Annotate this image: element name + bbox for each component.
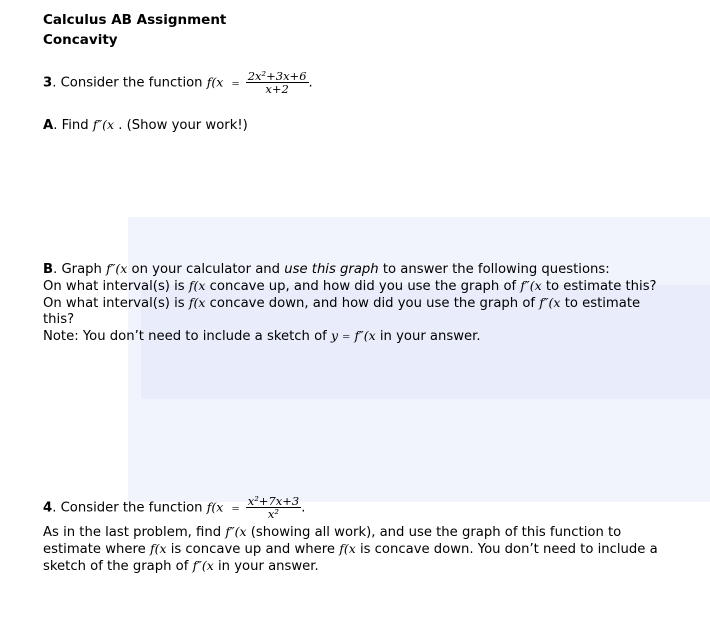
problem-3-part-a [43, 117, 248, 134]
problem-4-line-1 [43, 524, 658, 541]
text: on your calculator and [131, 262, 281, 277]
function-name: f(x [149, 541, 167, 556]
variable-y: y [330, 328, 339, 343]
problem-number: 3 [43, 75, 53, 91]
emphasis-text: use this graph [284, 262, 379, 277]
page-subtitle: Concavity [43, 31, 118, 48]
text: to estimate [564, 296, 641, 311]
fraction-denominator: x+2 [265, 82, 289, 96]
text: estimate where [43, 542, 146, 557]
second-derivative: f″(x [225, 524, 247, 539]
part-b-line-2 [43, 278, 657, 295]
text: sketch of the graph of [43, 559, 189, 574]
problem-4-statement [43, 495, 305, 520]
fraction-numerator: 2x²+3x+6 [247, 69, 307, 83]
assignment-header [43, 11, 226, 50]
second-derivative: f″(x [354, 328, 376, 343]
text: in your answer. [218, 559, 319, 574]
part-letter: B [43, 262, 54, 277]
problem-intro: . Consider the function [52, 75, 203, 91]
function-name: f(x [206, 74, 224, 90]
equals-sign: = [342, 332, 351, 343]
part-b-note [43, 328, 657, 346]
fraction-denominator: x² [267, 507, 279, 521]
text: concave up, and how did you use the graph of [209, 279, 517, 294]
text: in your answer. [379, 329, 481, 344]
problem-4-line-2 [43, 541, 658, 558]
function-fraction [246, 495, 302, 520]
function-name: f(x [188, 278, 206, 293]
problem-3-part-b [43, 261, 657, 346]
text: Note: You don’t need to include a sketch of [43, 329, 327, 344]
function-name: f(x [339, 541, 356, 556]
text: is concave up and where [170, 542, 335, 557]
part-letter: A [43, 118, 54, 133]
part-text: . Find [53, 118, 89, 133]
problem-number: 4 [43, 500, 53, 516]
second-derivative: f″(x [92, 117, 115, 132]
function-name: f(x [188, 295, 206, 310]
period: . [301, 500, 306, 516]
equals-sign: = [231, 78, 240, 90]
text: . Graph [53, 262, 102, 277]
second-derivative: f″(x [106, 261, 128, 276]
text: On what interval(s) is [43, 296, 185, 311]
text: to estimate this? [545, 279, 657, 294]
problem-intro: . Consider the function [52, 500, 203, 516]
part-b-line-3 [43, 295, 657, 312]
page-title: Calculus AB Assignment [43, 12, 227, 28]
text: (showing all work), and use the graph of this function to [250, 525, 622, 540]
second-derivative: f″(x [520, 278, 542, 293]
text: to answer the following questions: [382, 262, 610, 277]
function-fraction [246, 70, 309, 95]
text: As in the last problem, find [43, 525, 222, 540]
second-derivative: f″(x [192, 558, 214, 573]
part-b-line-4: this? [43, 312, 75, 327]
problem-4-line-3 [43, 558, 658, 575]
second-derivative: f″(x [539, 295, 561, 310]
part-b-line-1 [43, 261, 657, 278]
equals-sign: = [231, 503, 240, 515]
problem-4-instructions [43, 524, 658, 575]
text: On what interval(s) is [43, 279, 185, 294]
part-text: . (Show your work!) [118, 118, 248, 133]
problem-3-statement [43, 70, 313, 95]
function-name: f(x [206, 499, 224, 515]
period: . [308, 75, 313, 91]
text: is concave down. You don’t need to include a [359, 542, 658, 557]
fraction-numerator: x²+7x+3 [247, 494, 300, 508]
text: concave down, and how did you use the graph of [209, 296, 536, 311]
